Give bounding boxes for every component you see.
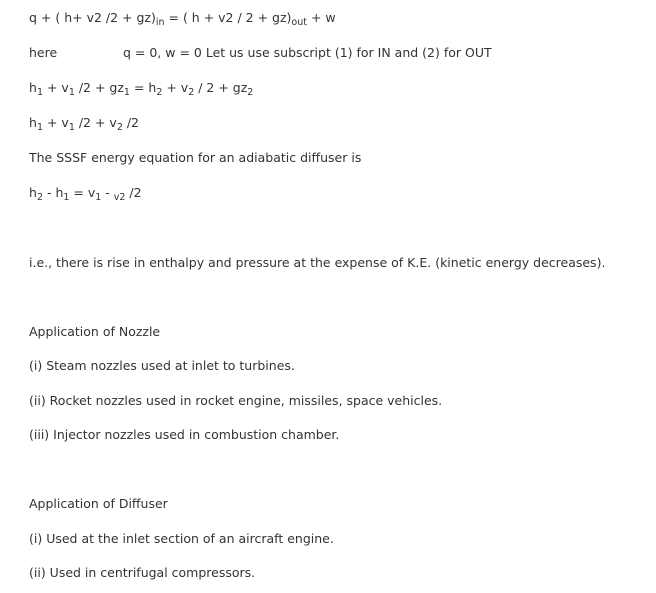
eq1-mid: = ( h + v2 / 2 + gz) [164, 10, 292, 25]
energy-equation-subscripted: $h_1 + v_1$ $/2 + gz_1 = h_2 + v_2 / 2 + gz_2$ [29, 80, 254, 98]
eq1-left: q + ( h+ v2 /2 + gz) [29, 10, 156, 25]
nozzle-item-2: (ii) Rocket nozzles used in rocket engine, missiles, space vehicles. [29, 393, 443, 408]
diffuser-heading: Application of Diffuser [29, 496, 168, 511]
diffuser-item-1: (i) Used at the inlet section of an aircraft engine. [29, 531, 334, 546]
eq1-right: + w [306, 10, 336, 25]
enthalpy-explanation: i.e., there is rise in enthalpy and pressure at the expense of K.E. (kinetic energy decreases). [29, 255, 606, 270]
nozzle-item-1: (i) Steam nozzles used at inlet to turbines. [29, 358, 295, 373]
energy-equation-simplified: $h_1 + v_1$ $/2 + v_2$ /2 [29, 115, 140, 133]
diffuser-equation: $h_2 - h_1 = v_1 - _{v2}$ /2 [29, 185, 142, 203]
diffuser-item-2: (ii) Used in centrifugal compressors. [29, 565, 256, 580]
nozzle-item-3: (iii) Injector nozzles used in combustion chamber. [29, 427, 340, 442]
here-line [29, 45, 492, 61]
here-text: q = 0, w = 0 Let us use subscript (1) for IN and (2) for OUT [123, 45, 492, 60]
nozzle-heading: Application of Nozzle [29, 324, 161, 339]
eq1-sub-in: in [155, 17, 165, 28]
energy-equation-general [29, 10, 336, 26]
here-label: here [29, 45, 58, 60]
diffuser-intro: The SSSF energy equation for an adiabatic diffuser is [29, 150, 362, 165]
eq1-sub-out: out [291, 17, 307, 28]
